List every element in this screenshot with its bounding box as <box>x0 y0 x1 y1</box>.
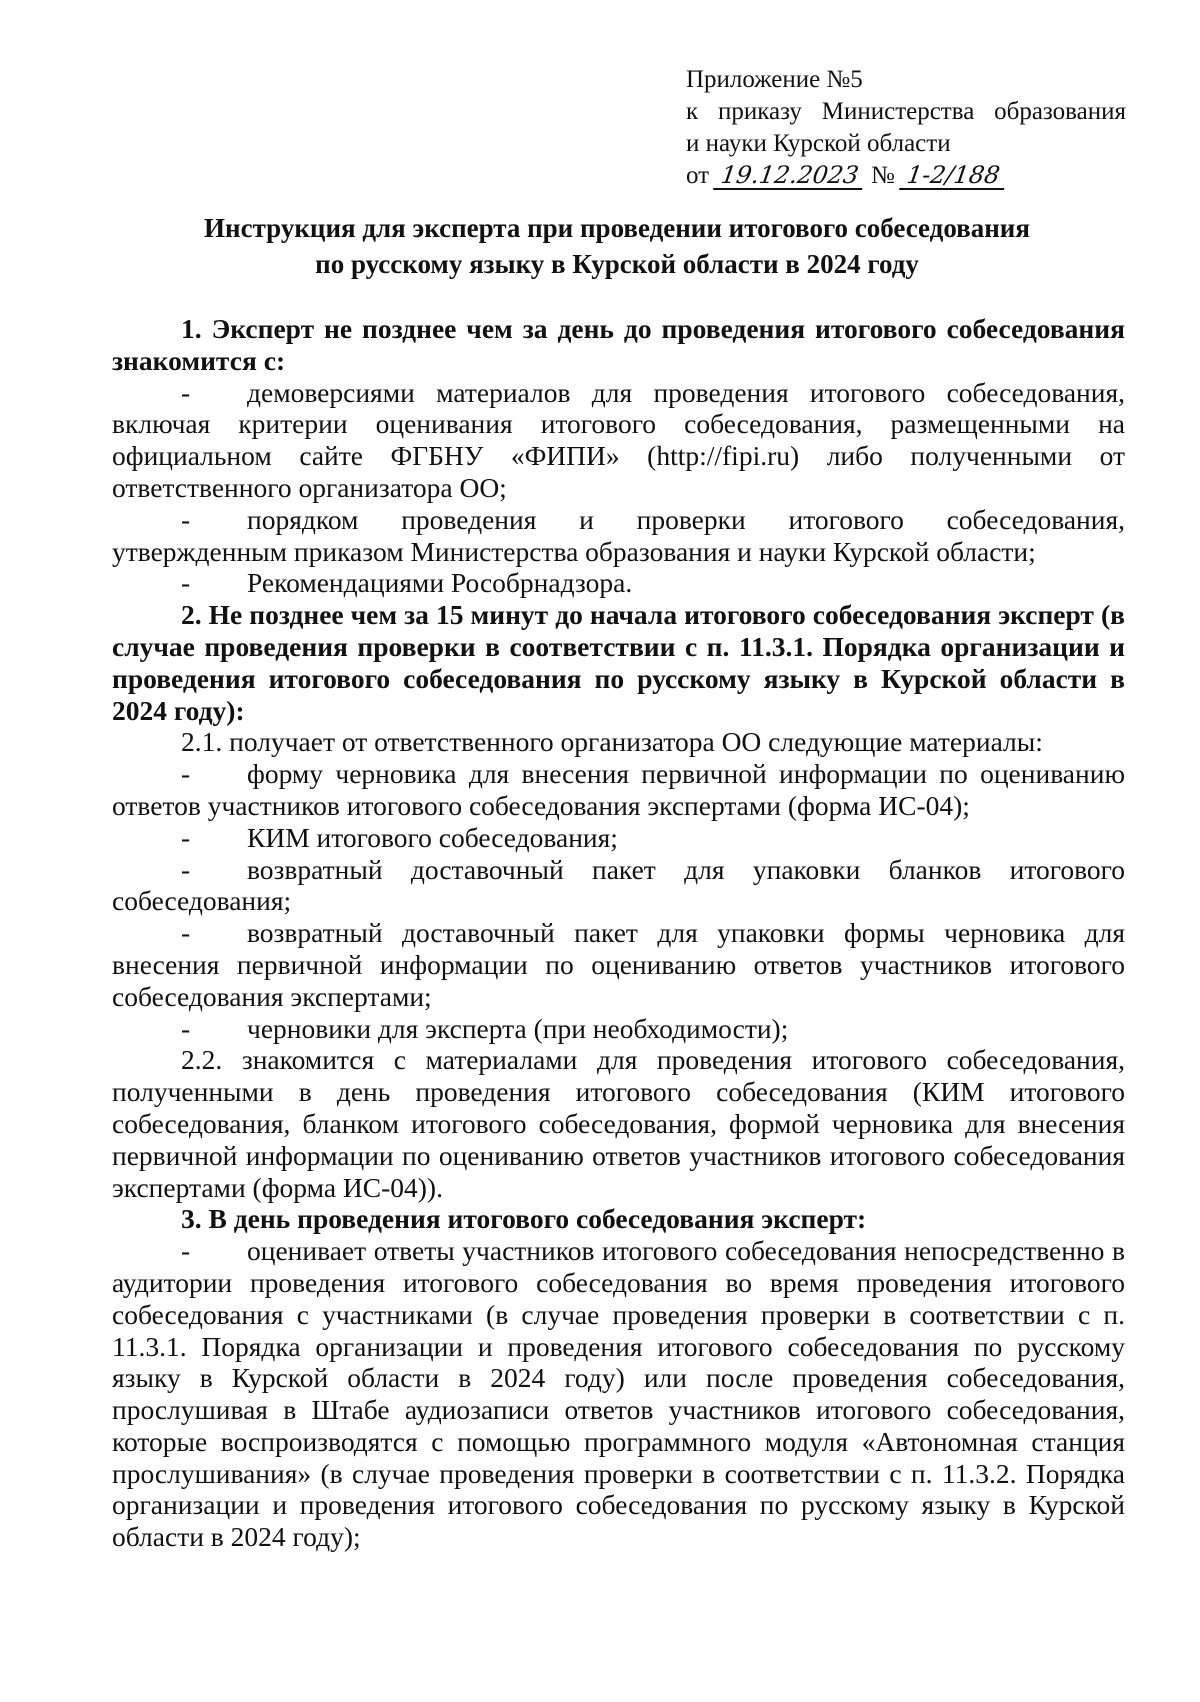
list-item: - порядком проведения и проверки итогового собеседования, утвержденным приказом Министерства образования и науки Курской области; <box>112 503 1125 567</box>
appendix-header <box>686 64 1126 192</box>
subsection-2-1: 2.1. получает от ответственного организатора ОО следующие материалы: <box>181 726 1043 758</box>
section-2-heading: 2. Не позднее чем за 15 минут до начала итогового собеседования эксперт (в случае проведения проверки в соответствии с п. 11.3.1. Порядка организации и проведения итогового собеседования по русскому языку в Курской области в 2024 году): <box>112 599 1125 726</box>
list-item: - возвратный доставочный пакет для упаковки бланков итогового собеседования; <box>112 853 1125 917</box>
dash-marker: - <box>181 503 191 535</box>
number-prefix: № <box>871 162 895 189</box>
dash-marker: - <box>181 853 191 885</box>
list-item: - оценивает ответы участников итогового собеседования непосредственно в аудитории проведения итогового собеседования во время проведения итогового собеседования с участниками (в случае проведения проверки в соответствии с п. 11.3.1. Порядка организации и проведения итогового собеседования по русскому языку в Курской области в 2024 году) или после проведения собеседования, прослушивая в Штабе аудиозаписи ответов участников итогового собеседования, которые воспроизводятся с помощью программного модуля «Автономная станция прослушивания» (в случае проведения проверки в соответствии с п. 11.3.2. Порядка организации и проведения итогового собеседования по русскому языку в Курской области в 2024 году); <box>112 1235 1125 1553</box>
date-prefix: от <box>686 162 710 189</box>
document-body <box>112 313 1125 1553</box>
list-item: - черновики для эксперта (при необходимости); <box>181 1012 789 1044</box>
appendix-order-ref: к приказу Министерства образования <box>686 98 1126 125</box>
appendix-ministry: и науки Курской области <box>686 130 951 157</box>
title-line-2: по русскому языку в Курской области в 2024 году <box>315 249 919 279</box>
subsection-2-2: 2.2. знакомится с материалами для проведения итогового собеседования, полученными в день проведения итогового собеседования (КИМ итогового собеседования, бланком итогового собеседования, формой черновика для внесения первичной информации по оцениванию ответов участников итогового собеседования экспертами (форма ИС-04)). <box>112 1044 1125 1203</box>
list-item: - демоверсиями материалов для проведения итогового собеседования, включая критерии оценивания итогового собеседования, размещенными на официальном сайте ФГБНУ «ФИПИ» (http://fipi.ru) либо полученными от ответственного организатора ОО; <box>112 376 1125 503</box>
dash-marker: - <box>181 1012 191 1044</box>
appendix-date-line <box>686 160 1126 192</box>
dash-marker: - <box>181 758 191 790</box>
section-1-heading: 1. Эксперт не позднее чем за день до проведения итогового собеседования знакомится с: <box>112 313 1125 376</box>
dash-marker: - <box>181 376 191 408</box>
dash-marker: - <box>181 567 191 599</box>
list-item: - Рекомендациями Рособрнадзора. <box>181 567 633 599</box>
list-item: - возвратный доставочный пакет для упаковки формы черновика для внесения первичной информации по оцениванию ответов участников итогового собеседования экспертами; <box>112 917 1125 1012</box>
handwritten-date: 19.12.2023 <box>713 162 866 190</box>
title-line-1: Инструкция для эксперта при проведении итогового собеседования <box>204 213 1030 243</box>
appendix-number: Приложение №5 <box>686 66 863 93</box>
dash-marker: - <box>181 1235 191 1267</box>
document-title <box>112 210 1122 282</box>
section-3-heading: 3. В день проведения итогового собеседования эксперт: <box>181 1203 867 1235</box>
dash-marker: - <box>181 821 191 853</box>
handwritten-number: 1-2/188 <box>899 162 1007 190</box>
dash-marker: - <box>181 917 191 949</box>
list-item: - форму черновика для внесения первичной информации по оцениванию ответов участников итогового собеседования экспертами (форма ИС-04); <box>112 758 1125 821</box>
list-item: - КИМ итогового собеседования; <box>181 821 618 853</box>
